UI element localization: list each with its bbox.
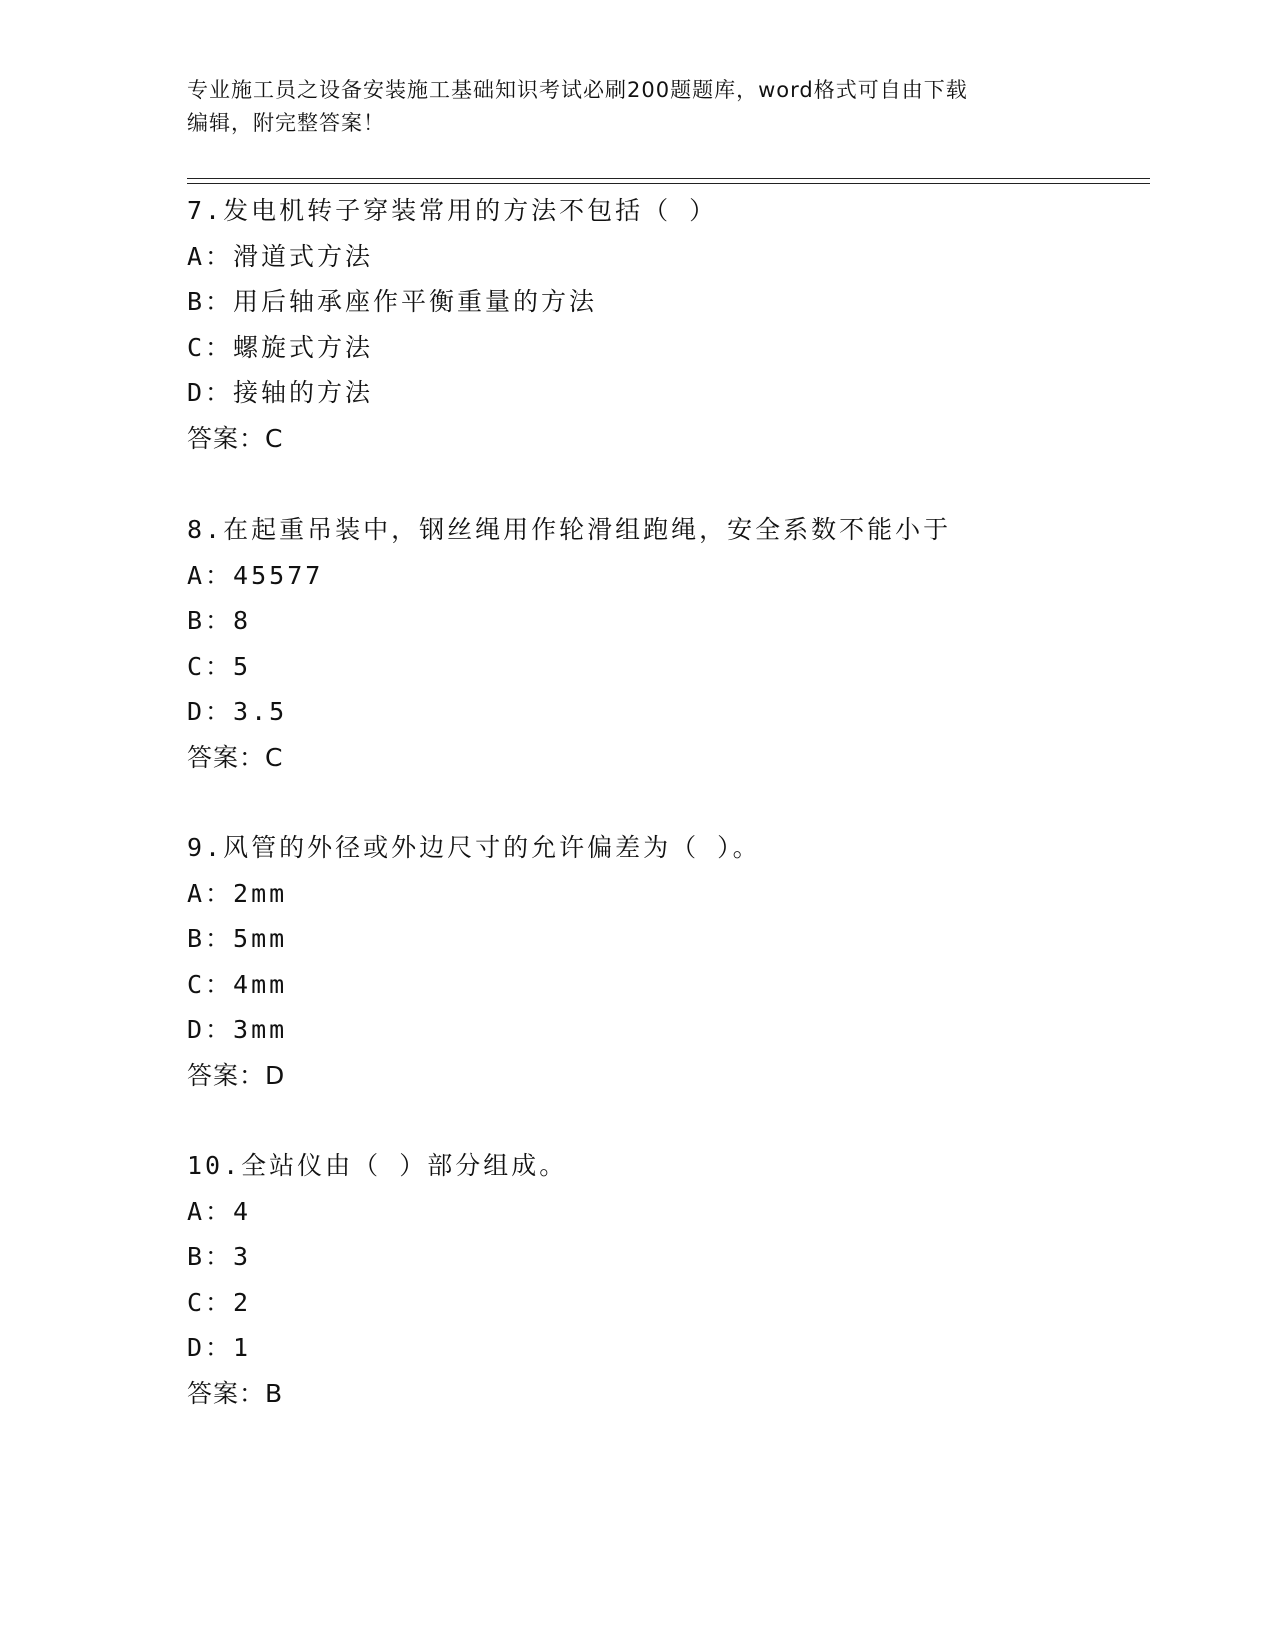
answer: 答案：D <box>187 1060 286 1090</box>
answer: 答案：B <box>187 1378 284 1408</box>
option-a: A：滑道式方法 <box>187 241 374 271</box>
question-7 <box>187 188 1150 461</box>
answer: 答案：C <box>187 742 284 772</box>
option-a: A：2mm <box>187 878 288 908</box>
option-d: D：3mm <box>187 1015 288 1044</box>
option-d: D：3.5 <box>187 697 288 726</box>
document-header <box>187 74 1087 140</box>
option-b: B：3 <box>187 1242 252 1271</box>
option-d: D：1 <box>187 1333 252 1362</box>
option-c: C：5 <box>187 651 252 681</box>
question-9 <box>187 825 1150 1098</box>
option-c: C：螺旋式方法 <box>187 332 374 362</box>
option-c: C：4mm <box>187 969 288 999</box>
question-stem: 8.在起重吊装中，钢丝绳用作轮滑组跑绳，安全系数不能小于 <box>187 515 952 544</box>
option-d: D：接轴的方法 <box>187 378 374 407</box>
question-stem: 7.发电机转子穿装常用的方法不包括（ ） <box>187 196 718 225</box>
question-stem: 9.风管的外径或外边尺寸的允许偏差为（ ）。 <box>187 833 761 862</box>
question-8 <box>187 507 1150 780</box>
question-10 <box>187 1143 1150 1416</box>
option-a: A：4 <box>187 1196 252 1226</box>
option-b: B：5mm <box>187 924 288 953</box>
header-line-2: 编辑，附完整答案！ <box>187 111 385 135</box>
answer: 答案：C <box>187 423 284 453</box>
option-b: B：8 <box>187 606 252 635</box>
option-c: C：2 <box>187 1287 252 1317</box>
option-b: B：用后轴承座作平衡重量的方法 <box>187 287 598 316</box>
header-line-1: 专业施工员之设备安装施工基础知识考试必刷200题题库，word格式可自由下载 <box>187 78 968 102</box>
header-divider-top <box>187 178 1150 179</box>
option-a: A：45577 <box>187 560 324 590</box>
header-divider-bottom <box>187 183 1150 184</box>
question-stem: 10.全站仪由（ ）部分组成。 <box>187 1151 568 1180</box>
